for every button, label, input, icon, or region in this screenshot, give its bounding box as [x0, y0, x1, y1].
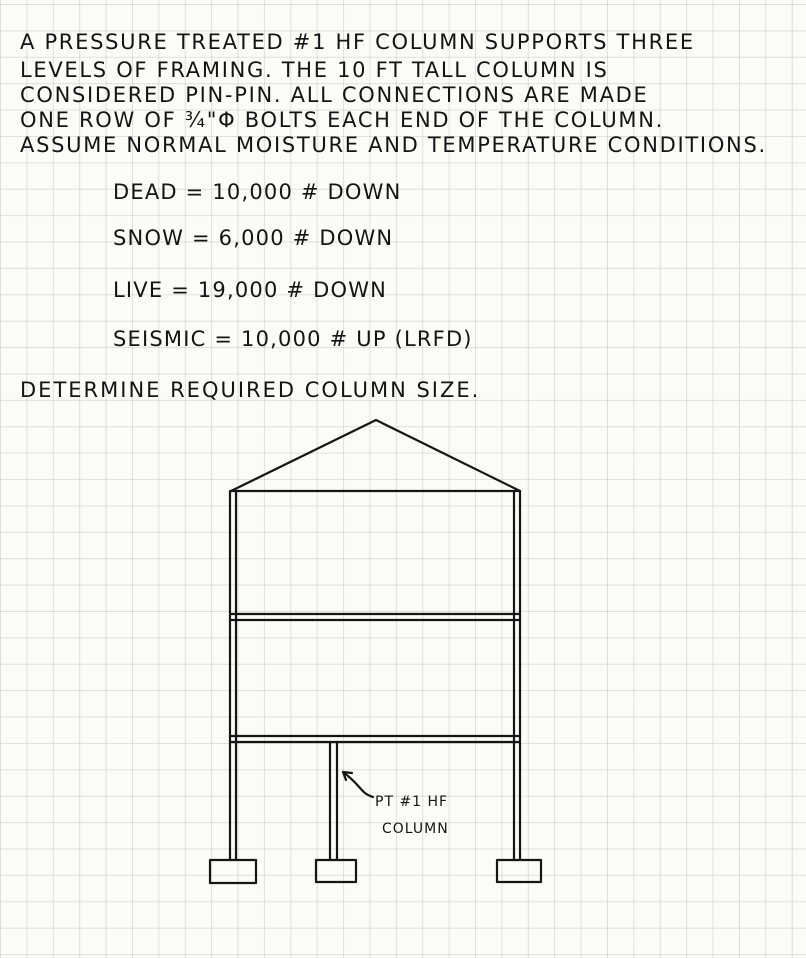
load-snow: SNOW = 6,000 # DOWN	[113, 226, 394, 250]
problem-line-4: ONE ROW OF ¾"Φ BOLTS EACH END OF THE COLUMN.	[20, 108, 665, 132]
problem-line-3: CONSIDERED PIN-PIN. ALL CONNECTIONS ARE MADE	[20, 83, 649, 107]
column-label-line1: PT #1 HF	[375, 794, 449, 810]
problem-line-1: A PRESSURE TREATED #1 HF COLUMN SUPPORTS THREE	[20, 30, 695, 54]
roof-outline	[231, 420, 520, 491]
center-footing	[316, 860, 356, 882]
question: DETERMINE REQUIRED COLUMN SIZE.	[20, 378, 481, 402]
load-dead: DEAD = 10,000 # DOWN	[113, 180, 402, 204]
right-footing	[497, 860, 541, 882]
problem-line-5: ASSUME NORMAL MOISTURE AND TEMPERATURE CONDITIONS.	[20, 133, 767, 157]
column-label-line2: COLUMN	[382, 821, 449, 837]
load-seismic: SEISMIC = 10,000 # UP (LRFD)	[113, 327, 473, 351]
leader-line	[343, 772, 373, 797]
load-live: LIVE = 19,000 # DOWN	[113, 278, 388, 302]
problem-line-2: LEVELS OF FRAMING. THE 10 FT TALL COLUMN IS	[20, 58, 609, 82]
left-footing	[210, 860, 256, 883]
